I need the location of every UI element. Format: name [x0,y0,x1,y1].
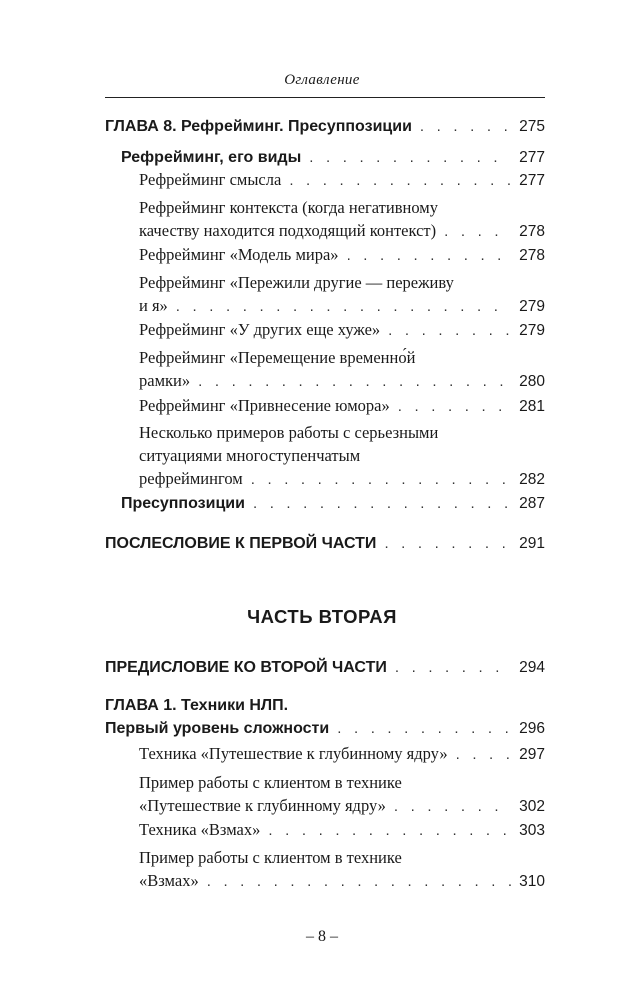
toc-entry-chapter-8[interactable] [105,115,545,138]
page-number: 294 [519,659,545,676]
toc-entry-examples[interactable] [139,421,545,491]
page-number: 277 [519,149,545,166]
page-number: 277 [519,172,545,189]
toc-entry-title-line: Рефрейминг контекста (когда негативному [139,198,438,217]
page-number: 279 [519,298,545,315]
toc-entry-others-survived[interactable] [139,271,545,318]
toc-entry-chapter-1[interactable] [105,694,545,740]
toc-entry-title-line: ГЛАВА 1. Техники НЛП. [105,697,289,714]
dot-leader [268,819,511,842]
toc-entry-title-line: Рефрейминг «Пережили другие — переживу [139,273,454,292]
page-number: 302 [519,798,545,815]
toc-entry-reframing-types[interactable] [121,146,545,169]
toc-entry-title-line: рефреймингом [139,469,243,488]
toc-entry-title-line: ситуациями многоступенчатым [139,446,361,465]
toc-entry-title-line: Рефрейминг «Перемещение временно́й [139,348,416,367]
page-number: 278 [519,223,545,240]
page-number: 297 [519,746,545,763]
page-number: 280 [519,373,545,390]
running-head: Оглавление [284,72,360,88]
page-number: 296 [519,720,545,737]
dot-leader [337,717,511,740]
toc-entry-title: Рефрейминг «Привнесение юмора» [139,396,390,415]
toc-entry-title: Рефрейминг, его виды [121,149,302,166]
dot-leader [251,468,511,491]
page-number: 310 [519,873,545,890]
toc-entry-presuppositions[interactable] [121,492,545,515]
toc-entry-context-reframing[interactable] [139,196,545,243]
toc-entry-title-line: «Взмах» [139,871,199,890]
toc-entry-title-line: Пример работы с клиентом в технике [139,848,402,867]
toc-entry-humor[interactable] [139,394,545,418]
dot-leader [456,743,511,766]
page-number: 303 [519,822,545,839]
dot-leader [198,370,511,393]
page-folio: – 8 – [306,928,338,945]
toc-entry-title-line: и я» [139,296,168,315]
toc-entry-title: ПОСЛЕСЛОВИЕ К ПЕРВОЙ ЧАСТИ [105,535,377,552]
toc-entry-title: Техника «Путешествие к глубинному ядру» [139,744,448,763]
dot-leader [309,146,511,169]
toc-entry-afterword-part-1[interactable] [105,532,545,555]
toc-entry-title-line: Несколько примеров работы с серьезными [139,423,439,442]
page-number: 281 [519,398,545,415]
dot-leader [394,795,511,818]
toc-entry-title-line: Первый уровень сложности [105,720,330,737]
page-number: 282 [519,471,545,488]
dot-leader [176,295,511,318]
toc-entry-core-journey[interactable] [139,742,545,766]
dot-leader [444,220,511,243]
toc-entry-title: Техника «Взмах» [139,820,261,839]
toc-entry-time-frame[interactable] [139,346,545,393]
toc-entry-title: ПРЕДИСЛОВИЕ КО ВТОРОЙ ЧАСТИ [105,659,387,676]
part-two-title: ЧАСТЬ ВТОРАЯ [247,606,397,627]
dot-leader [289,169,511,192]
dot-leader [347,244,511,267]
dot-leader [207,870,511,893]
page-number: 287 [519,495,545,512]
toc-entry-swish-example[interactable] [139,846,545,893]
dot-leader [253,492,511,515]
dot-leader [398,395,511,418]
dot-leader [384,532,511,555]
toc-entry-world-model[interactable] [139,243,545,267]
dot-leader [388,319,511,342]
toc-entry-title-line: качеству находится подходящий контекст) [139,221,437,240]
toc-entry-preface-part-2[interactable] [105,656,545,679]
dot-leader [395,656,511,679]
toc-entry-title: Пресуппозиции [121,495,245,512]
toc-entry-meaning-reframing[interactable] [139,168,545,192]
toc-entry-title: Рефрейминг смысла [139,170,282,189]
toc-entry-title-line: Пример работы с клиентом в технике [139,773,402,792]
page-number: 275 [519,118,545,135]
toc-entry-title: ГЛАВА 8. Рефрейминг. Пресуппозиции [105,118,412,135]
toc-entry-title: Рефрейминг «Модель мира» [139,245,339,264]
dot-leader [420,115,511,138]
toc-entry-core-journey-example[interactable] [139,771,545,818]
toc-entry-title-line: рамки» [139,371,191,390]
page-number: 291 [519,535,545,552]
page-number: 278 [519,247,545,264]
toc-entry-swish[interactable] [139,818,545,842]
toc-entry-title: Рефрейминг «У других еще хуже» [139,320,381,339]
toc-entry-others-worse[interactable] [139,318,545,342]
toc-entry-title-line: «Путешествие к глубинному ядру» [139,796,386,815]
page-number: 279 [519,322,545,339]
